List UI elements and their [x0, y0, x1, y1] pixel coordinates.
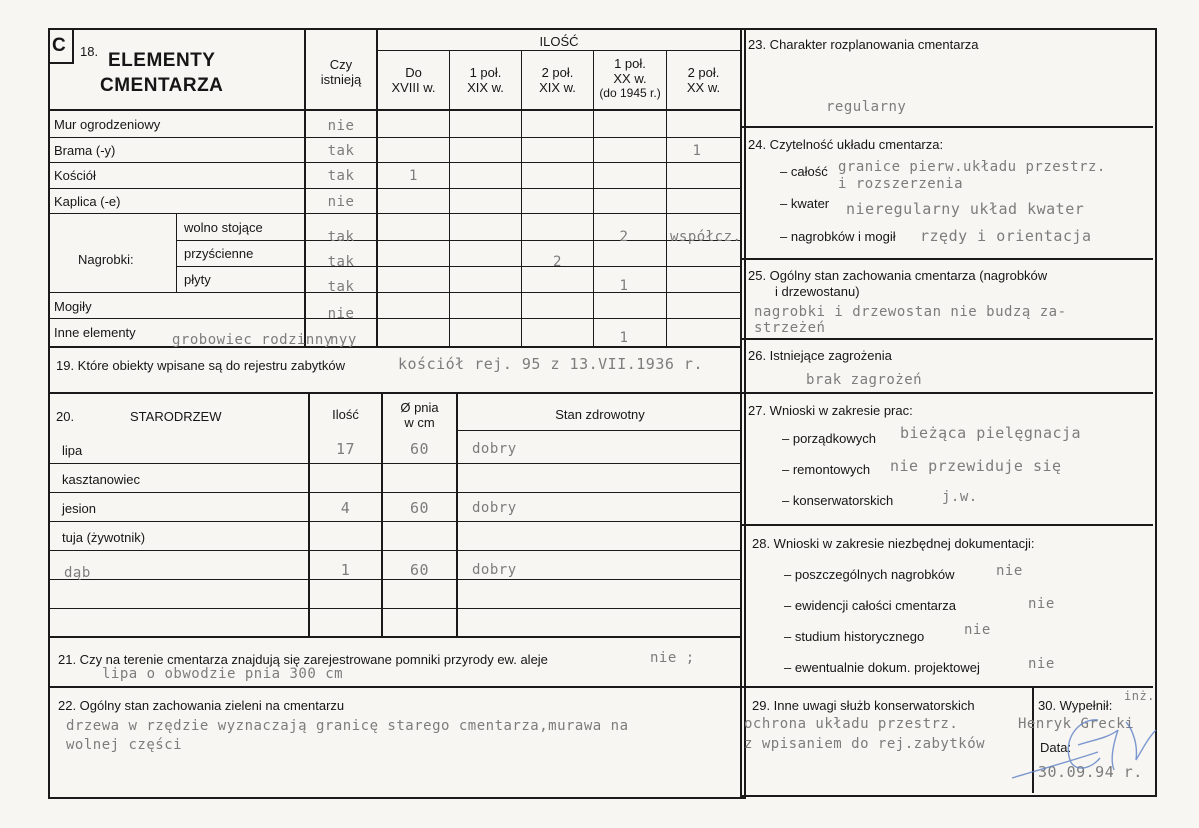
tree-name: tuja (żywotnik) [62, 530, 146, 545]
value-other-exists: nyy [330, 332, 357, 348]
s28-tombs-value: nie [996, 563, 1023, 579]
s29-value-2: z wpisaniem do rej.zabytków [744, 736, 986, 752]
value-wall-mounted-exists: tak [327, 254, 355, 270]
s26-label: 26. Istniejące zagrożenia [748, 348, 892, 363]
s28-design-value: nie [1028, 656, 1055, 672]
s18-title-line1: ELEMENTY [108, 50, 216, 71]
period-header: XIX w. [539, 80, 576, 95]
value-wall-exists: nie [327, 118, 355, 134]
row-label-wall: Mur ogrodzeniowy [54, 117, 161, 132]
s24-quarters-label: – kwater [780, 196, 830, 211]
s23-value: regularny [826, 99, 907, 115]
s20-col-health: Stan zdrowotny [555, 407, 645, 422]
value-graves-exists: nie [327, 306, 355, 322]
col-exists-header-1: Czy [329, 57, 353, 72]
s22-value-line2: wolnej części [66, 737, 183, 753]
s20-col-quantity: Ilość [332, 407, 359, 422]
tree-diameter: 60 [409, 499, 430, 517]
value-freestanding-exists: tak [327, 229, 355, 245]
s21-label: 21. Czy na terenie cmentarza znajdują się zarejestrowane pomniki przyrody ew. aleje [58, 652, 548, 667]
s28-design-label: – ewentualnie dokum. projektowej [784, 660, 980, 675]
tree-health: dobry [472, 441, 517, 457]
s24-whole-value-1: granice pierw.układu przestrz. [838, 159, 1106, 175]
value-other-qty: 1 [619, 330, 629, 346]
row-label-other: Inne elementy [54, 325, 136, 340]
tree-name: dąb [64, 565, 91, 581]
tree-name: kasztanowiec [62, 472, 141, 487]
period-header: XX w. [686, 80, 721, 95]
s30-title: inż. [1124, 689, 1155, 703]
value-church-exists: tak [327, 168, 355, 184]
tree-diameter: 60 [409, 440, 430, 458]
s22-label: 22. Ogólny stan zachowania zieleni na cmentarzu [58, 698, 345, 713]
s20-col-diameter-1: Ø pnia [400, 400, 439, 415]
signature-image [1008, 700, 1158, 785]
value-church-qty: 1 [409, 168, 418, 184]
s24-label: 24. Czytelność układu cmentarza: [748, 137, 944, 152]
value-other-text: grobowiec rodzinny [172, 332, 333, 348]
s29-label: 29. Inne uwagi służb konserwatorskich [752, 698, 975, 713]
col-exists-header-2: istnieją [320, 72, 362, 87]
s20-col-diameter-2: w cm [404, 415, 435, 430]
s30-date: 30.09.94 r. [1038, 763, 1143, 781]
s19-label: 19. Które obiekty wpisane są do rejestru zabytków [56, 358, 346, 373]
s28-label: 28. Wnioski w zakresie niezbędnej dokumentacji: [752, 536, 1035, 551]
s27-cleanup-value: bieżąca pielęgnacja [900, 424, 1082, 442]
s24-tombs-value: rzędy i orientacja [920, 227, 1092, 245]
s25-label-2: i drzewostanu) [775, 284, 860, 299]
s20-title: STARODRZEW [130, 409, 222, 424]
s28-history-label: – studium historycznego [784, 629, 925, 644]
s30-label: 30. Wypełnił: [1038, 698, 1113, 713]
s30-date-label: Data: [1040, 740, 1072, 755]
s25-label-1: 25. Ogólny stan zachowania cmentarza (nagrobków [748, 268, 1048, 283]
s27-conservation-label: – konserwatorskich [782, 493, 894, 508]
s28-records-value: nie [1028, 596, 1055, 612]
value-chapel-exists: nie [327, 194, 355, 210]
tree-health: dobry [472, 562, 517, 578]
value-gate-exists: tak [327, 143, 355, 159]
s28-tombs-label: – poszczególnych nagrobków [784, 567, 955, 582]
row-label-chapel: Kaplica (-e) [54, 194, 121, 209]
value-gate-qty: 1 [692, 143, 702, 159]
s21-value-line1: nie ; [650, 650, 695, 666]
row-label-tombstones: Nagrobki: [78, 252, 134, 267]
s21-value-line2: lipa o obwodzie pnia 300 cm [102, 666, 344, 682]
s24-quarters-value: nieregularny układ kwater [846, 200, 1085, 218]
s24-whole-label: – całość [780, 164, 828, 179]
s22-value-line1: drzewa w rzędzie wyznaczają granicę starego cmentarza,murawa na [66, 718, 629, 734]
s28-history-value: nie [964, 622, 991, 638]
row-label-slabs: płyty [184, 272, 211, 287]
period-header: 1 poł. [614, 56, 646, 71]
s24-tombs-label: – nagrobków i mogił [780, 229, 896, 244]
s27-label: 27. Wnioski w zakresie prac: [748, 403, 913, 418]
value-freestanding-extra: współcz. [670, 229, 742, 245]
value-slabs-exists: tak [327, 279, 355, 295]
s28-records-label: – ewidencji całości cmentarza [784, 598, 956, 613]
row-label-freestanding: wolno stojące [184, 220, 263, 235]
row-label-gate: Brama (-y) [54, 143, 116, 158]
section-letter: C [52, 35, 66, 56]
value-freestanding-qty: 2 [619, 229, 629, 245]
tree-qty: 17 [335, 440, 356, 458]
period-header: 2 poł. [687, 65, 720, 80]
s24-whole-value-2: i rozszerzenia [838, 176, 964, 192]
period-header: XIX w. [467, 80, 504, 95]
s27-conservation-value: j.w. [942, 489, 978, 505]
s23-label: 23. Charakter rozplanowania cmentarza [748, 37, 979, 52]
tree-qty: 4 [340, 499, 351, 517]
period-header: Do [405, 65, 422, 80]
value-wall-mounted-qty: 2 [553, 254, 562, 270]
value-slabs-qty: 1 [619, 278, 629, 294]
row-label-wall-mounted: przyściennе [184, 246, 254, 261]
s18-title-line2: CMENTARZA [100, 75, 224, 96]
s27-cleanup-label: – porządkowych [782, 431, 876, 446]
period-header: XX w. [613, 71, 647, 86]
tree-qty: 1 [340, 561, 351, 579]
s27-repair-label: – remontowych [782, 462, 871, 477]
tree-health: dobry [472, 500, 517, 516]
tree-name: lipa [62, 443, 83, 458]
s19-value: kościół rej. 95 z 13.VII.1936 r. [398, 355, 703, 373]
period-header: 2 poł. [541, 65, 574, 80]
tree-diameter: 60 [409, 561, 430, 579]
row-label-church: Kościół [54, 168, 96, 183]
period-header: 1 poł. [469, 65, 502, 80]
s30-name: Henryk Grecki [1018, 716, 1135, 732]
s25-value-1: nagrobki i drzewostan nie budzą za- [754, 304, 1067, 320]
s25-value-2: strzeżeń [754, 320, 826, 336]
col-quantity-header: ILOŚĆ [539, 34, 579, 49]
s18-number: 18. [80, 44, 99, 59]
period-header: XVIII w. [391, 80, 436, 95]
s26-value: brak zagrożeń [806, 372, 923, 388]
tree-name: jesion [62, 501, 96, 516]
s20-number: 20. [56, 409, 75, 424]
period-header: (do 1945 r.) [599, 86, 661, 100]
s27-repair-value: nie przewiduje się [890, 457, 1062, 475]
row-label-graves: Mogiły [54, 299, 92, 314]
s29-value-1: ochrona układu przestrz. [744, 716, 959, 732]
